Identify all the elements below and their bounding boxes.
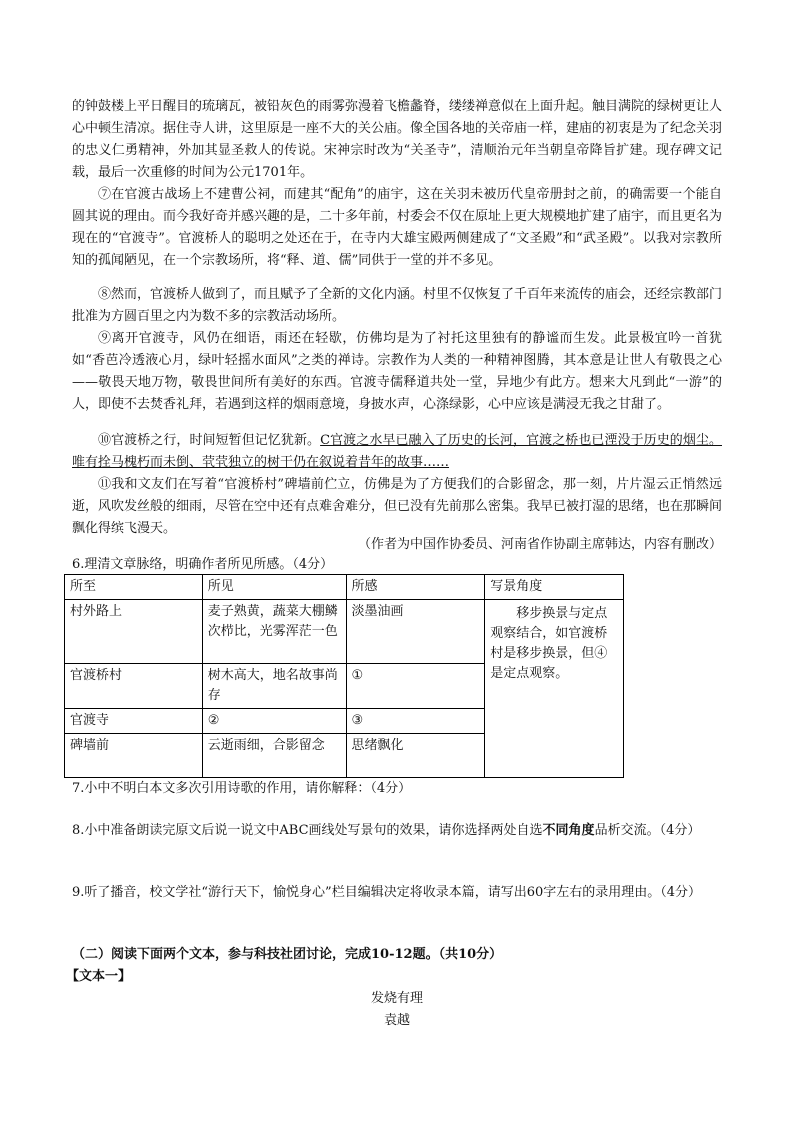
- text-one-label: 【文本一】: [66, 969, 132, 984]
- paragraph-10: [72, 430, 722, 474]
- header-cell: 所感: [346, 575, 485, 600]
- answer-blank-1: ①: [346, 664, 485, 709]
- table-cell: 树木高大，地名故事尚存: [202, 664, 346, 709]
- question-6-table: [64, 574, 624, 778]
- answer-blank-2: ②: [202, 709, 346, 734]
- table-cell: 官渡桥村: [65, 664, 203, 709]
- writing-angle-cell: 移步换景与定点观察结合，如官渡桥村是移步换景，但④是定点观察。: [485, 600, 624, 778]
- paragraph-9: ⑨离开官渡寺，风仍在细语，雨还在轻歇，仿佛均是为了衬托这里独有的静谧而生发。此景极宜吟一首犹如“香芭冷透液心月，绿叶轻摇水面风”之类的禅诗。宗教作为人类的一种精神图腾，其本意是让世人有敬畏之心——敬畏天地万物，敬畏世间所有美好的东西。官渡寺儒释道共处一堂，异地少有此方。想来大凡到此“一游”的人，即使不去焚香礼拜，若遇到这样的烟雨意境，身披水声，心涤绿影，心中应该是满浸无我之甘甜了。: [72, 331, 722, 412]
- question-8: [72, 820, 722, 842]
- table-header-row: [65, 575, 624, 600]
- author-note: （作者为中国作协委员、河南省作协副主席韩达，内容有删改）: [357, 537, 722, 552]
- table-cell: 淡墨油画: [346, 600, 485, 664]
- paragraph-8: ⑧然而，官渡桥人做到了，而且赋予了全新的文化内涵。村里不仅恢复了千百年来流传的庙会，还经宗教部门批准为方圆百里之内为数不多的宗教活动场所。: [72, 287, 723, 324]
- article-title: 发烧有理: [370, 991, 423, 1006]
- header-cell: 所见: [202, 575, 346, 600]
- section-2-heading: （二）阅读下面两个文本，参与科技社团讨论，完成10-12题。（共10分）: [72, 947, 503, 962]
- table-row: [65, 600, 624, 664]
- table-cell: 官渡寺: [65, 709, 203, 734]
- question-8-emphasis: 不同角度: [542, 823, 595, 838]
- question-6: 6.理清文章脉络，明确作者所见所感。（4分）: [72, 557, 334, 572]
- table-cell: 碑墙前: [65, 734, 203, 778]
- underlined-sentence-c: C官渡之水早已融入了历史的长河，官渡之桥也已湮没于历史的烟尘。唯有拴马槐朽而未倒、茕茕独立的树干仍在叙说着昔年的故事……: [72, 433, 722, 470]
- question-7: 7.小中不明白本文多次引用诗歌的作用，请你解释：（4分）: [72, 781, 412, 796]
- header-cell: 所至: [65, 575, 203, 600]
- table-cell: 麦子熟黄，蔬菜大棚鳞次栉比，光雾浑茫一色: [202, 600, 346, 664]
- paragraph-7: ⑦在官渡古战场上不建曹公祠，而建其“配角”的庙宇，这在关羽未被历代皇帝册封之前，的确需要一个能自圆其说的理由。而今我好奇并感兴趣的是，二十多年前，村委会不仅在原址上更大规模地扩建了庙宇，而且更名为现在的“官渡寺”。官渡桥人的聪明之处还在于，在寺内大雄宝殿两侧建成了“文圣殿”和“武圣殿”。以我对宗教所知的孤闻陋见，在一个宗教场所，将“释、道、儒”同供于一堂的并不多见。: [72, 187, 723, 268]
- question-8-text: 8.小中准备朗读完原文后说一说文中ABC画线处写景句的效果，请你选择两处自选: [72, 823, 543, 838]
- paragraph-intro: 的钟鼓楼上平日醒目的琉璃瓦，被铅灰色的雨雾弥漫着飞檐蠡脊，缕缕禅意似在上面升起。触目满院的绿树更让人心中顿生清凉。据住寺人讲，这里原是一座不大的关公庙。像全国各地的关帝庙一样，建庙的初衷是为了纪念关羽的忠义仁勇精神，外加其显圣救人的传说。宋神宗时改为“关圣寺”，清顺治元年当朝皇帝降旨扩建。现存碑文记载，最后一次重修的时间为公元1701年。: [72, 99, 723, 180]
- table-cell: 村外路上: [65, 600, 203, 664]
- paragraph-10-text: ⑩官渡桥之行，时间短暂但记忆犹新。: [98, 433, 321, 448]
- table-cell: 思绪飘化: [346, 734, 485, 778]
- table-cell: 云逝雨细，合影留念: [202, 734, 346, 778]
- article-author: 袁越: [383, 1013, 410, 1028]
- question-8-text-end: 品析交流。（4分）: [594, 823, 701, 838]
- answer-blank-3: ③: [346, 709, 485, 734]
- question-9: 9.听了播音，校文学社“游行天下，愉悦身心”栏目编辑决定将收录本篇，请写出60字左右的录用理由。（4分）: [72, 885, 702, 900]
- paragraph-11: ⑪我和文友们在写着“官渡桥村”碑墙前伫立，仿佛是为了方便我们的合影留念，那一刻，片片湿云正悄然远逝，风吹发丝般的细雨，尽管在空中还有点难舍难分，但已没有先前那么密集。我早已被打湿的思绪，也在那瞬间飘化得缤飞漫天。: [72, 477, 723, 536]
- header-cell: 写景角度: [485, 575, 624, 600]
